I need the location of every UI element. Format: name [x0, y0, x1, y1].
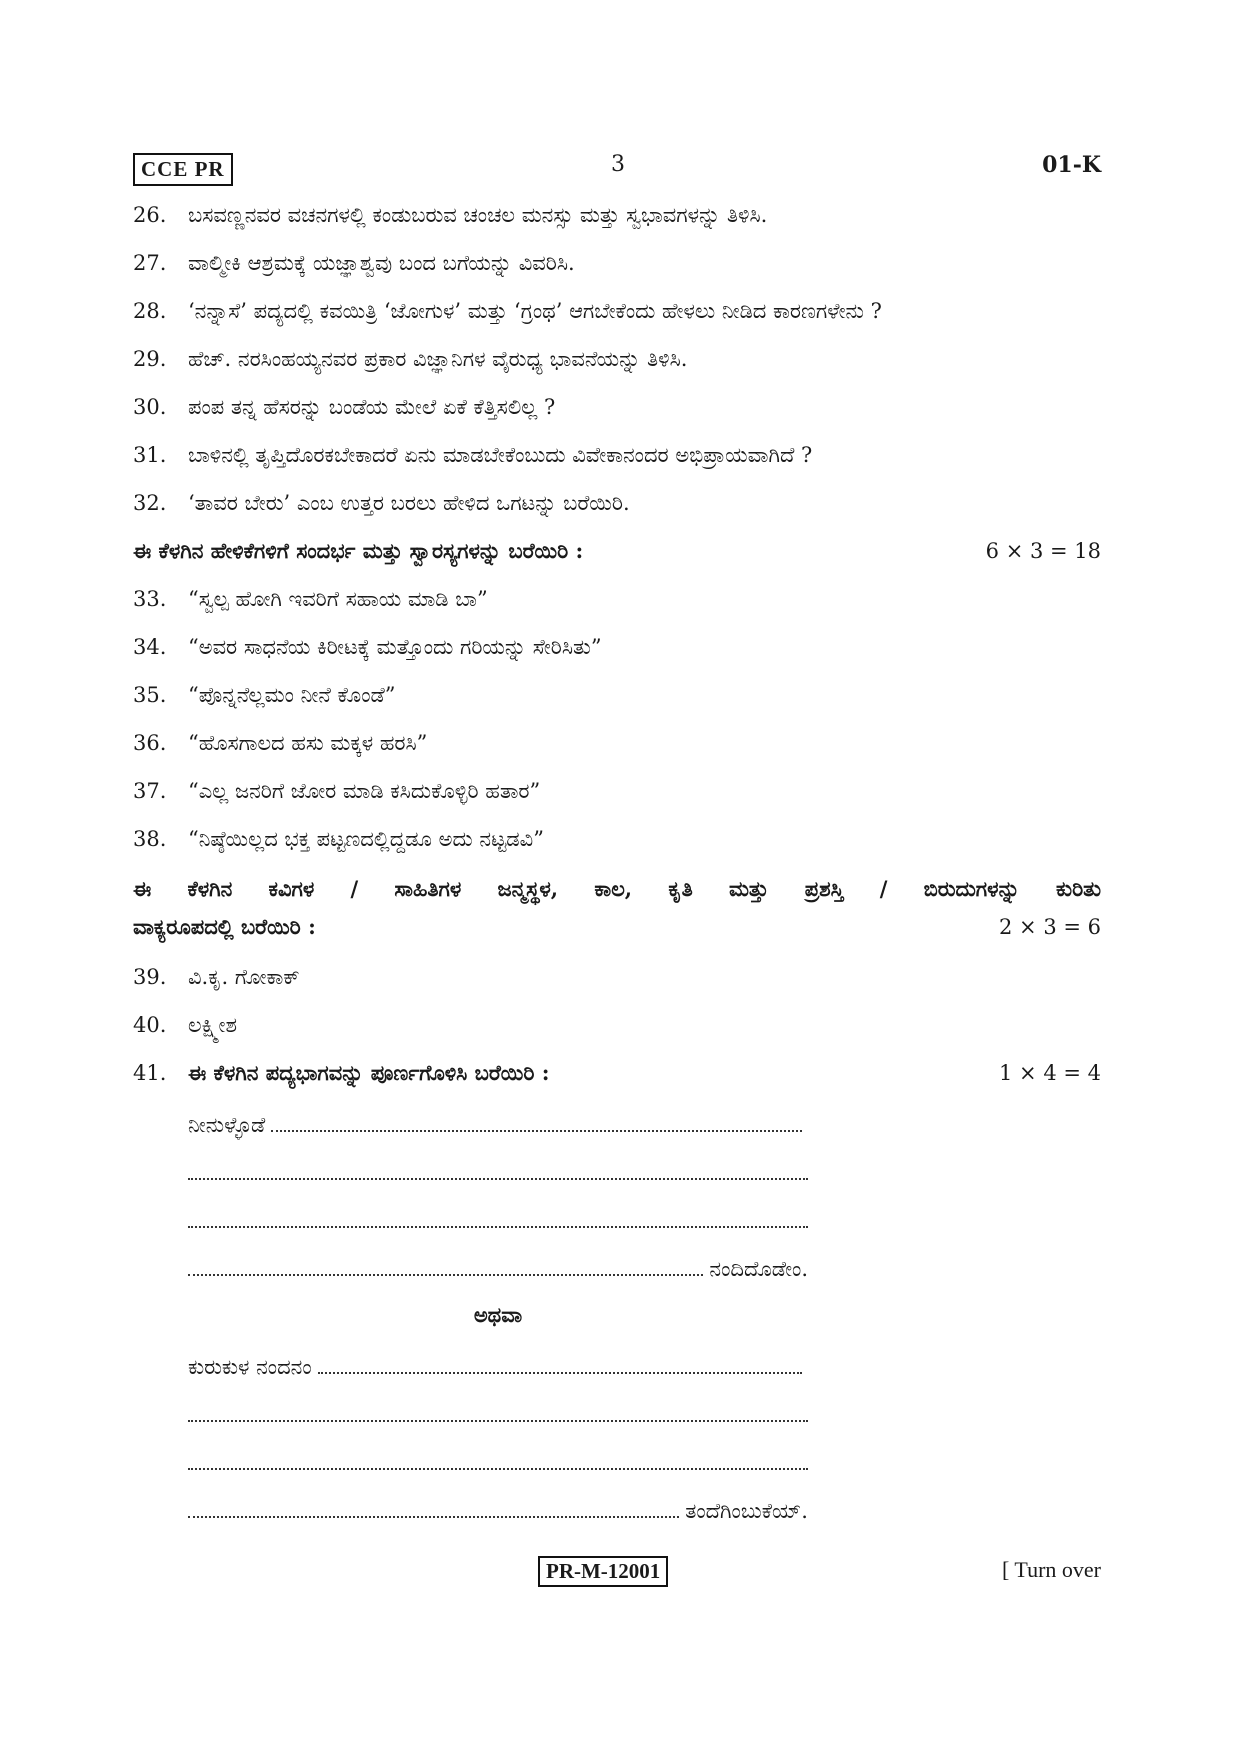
- question-text: ಬಸವಣ್ಣನವರ ವಚನಗಳಲ್ಲಿ ಕಂಡುಬರುವ ಚಂಚಲ ಮನಸ್ಸು ಮತ್ತು ಸ್ವಭಾವಗಳನ್ನು ತಿಳಿಸಿ.: [188, 203, 768, 227]
- question-34: [133, 630, 1101, 664]
- question-41: [133, 1056, 1101, 1090]
- section-marks: 6 × 3 = 18: [985, 539, 1101, 563]
- section-heading-context: [133, 534, 1101, 568]
- section-title: ಈ ಕೆಳಗಿನ ಹೇಳಿಕೆಗಳಿಗೆ ಸಂದರ್ಭ ಮತ್ತು ಸ್ವಾರಸ್ಯಗಳನ್ನು ಬರೆಯಿರಿ :: [133, 538, 584, 563]
- question-number: 33.: [133, 587, 167, 611]
- question-text: “ಹೊಸಗಾಲದ ಹಸು ಮಕ್ಕಳ ಹರಸಿ”: [188, 731, 428, 755]
- question-number: 31.: [133, 443, 167, 467]
- question-number: 40.: [133, 1013, 167, 1037]
- poem-line: [188, 1490, 808, 1538]
- section-title-line1: ಈ ಕೆಳಗಿನ ಕವಿಗಳ / ಸಾಹಿತಿಗಳ ಜನ್ಮಸ್ಥಳ, ಕಾಲ, ಕೃತಿ ಮತ್ತು ಪ್ರಶಸ್ತಿ / ಬಿರುದುಗಳನ್ನು ಕುರಿತು: [133, 876, 1101, 901]
- question-text: ಪಂಪ ತನ್ನ ಹೆಸರನ್ನು ಬಂಡೆಯ ಮೇಲೆ ಏಕೆ ಕೆತ್ತಿಸಲಿಲ್ಲ ?: [188, 395, 556, 419]
- paper-code: 01-K: [1042, 152, 1101, 178]
- question-38: [133, 822, 1101, 856]
- question-30: [133, 390, 1101, 424]
- poem-line: [188, 1442, 808, 1490]
- question-text: ಹೆಚ್. ನರಸಿಂಹಯ್ಯನವರ ಪ್ರಕಾರ ವಿಜ್ಞಾನಿಗಳ ವೈರುಧ್ಯ ಭಾವನೆಯನ್ನು ತಿಳಿಸಿ.: [188, 347, 688, 371]
- exam-code-box: CCE PR: [133, 153, 233, 186]
- question-26: [133, 198, 1101, 232]
- question-number: 37.: [133, 779, 167, 803]
- poem-start-word: ನೀನುಳ್ಳೊಡೆ: [188, 1113, 266, 1137]
- poem-option-2: [188, 1346, 808, 1538]
- poem-line: [188, 1346, 808, 1394]
- question-number: 34.: [133, 635, 167, 659]
- question-content: [133, 198, 1101, 1538]
- question-text: “ಎಲ್ಲ ಜನರಿಗೆ ಜೋರ ಮಾಡಿ ಕಸಿದುಕೊಳ್ಳಿರಿ ಹತಾರ”: [188, 779, 541, 803]
- or-separator: ಅಥವಾ: [473, 1302, 523, 1327]
- dotted-answer-line: [188, 1394, 808, 1422]
- dotted-answer-line: [188, 1248, 703, 1276]
- page-header: [133, 150, 1101, 190]
- poem-end-word: ನಂದಿದೊಡೇಂ.: [709, 1257, 808, 1281]
- question-28: [133, 294, 1101, 328]
- poem-line: [188, 1200, 808, 1248]
- section-heading-poets: [133, 870, 1101, 946]
- question-36: [133, 726, 1101, 760]
- question-27: [133, 246, 1101, 280]
- poem-line: [188, 1104, 808, 1152]
- poem-line: [188, 1248, 808, 1296]
- question-text: ಬಾಳಿನಲ್ಲಿ ತೃಪ್ತಿದೊರಕಬೇಕಾದರೆ ಏನು ಮಾಡಬೇಕೆಂಬುದು ವಿವೇಕಾನಂದರ ಅಭಿಪ್ರಾಯವಾಗಿದೆ ?: [188, 443, 813, 467]
- question-number: 36.: [133, 731, 167, 755]
- question-text: ‘ನನ್ನಾಸೆ’ ಪದ್ಯದಲ್ಲಿ ಕವಯಿತ್ರಿ ‘ಜೋಗುಳ’ ಮತ್ತು ‘ಗ್ರಂಥ’ ಆಗಬೇಕೆಂದು ಹೇಳಲು ನೀಡಿದ ಕಾರಣಗಳೇನು ?: [188, 299, 882, 323]
- dotted-answer-line: [318, 1346, 802, 1374]
- footer-code-box: PR-M-12001: [538, 1556, 668, 1587]
- question-40: [133, 1008, 1101, 1042]
- question-31: [133, 438, 1101, 472]
- dotted-answer-line: [271, 1104, 802, 1132]
- question-41-marks: 1 × 4 = 4: [999, 1061, 1101, 1085]
- question-41-title: ಈ ಕೆಳಗಿನ ಪದ್ಯಭಾಗವನ್ನು ಪೂರ್ಣಗೊಳಿಸಿ ಬರೆಯಿರಿ :: [188, 1060, 550, 1085]
- poem-start-word: ಕುರುಕುಳ ನಂದನಂ: [188, 1355, 312, 1379]
- dotted-answer-line: [188, 1200, 808, 1228]
- question-text: “ಸ್ವಲ್ಪ ಹೋಗಿ ಇವರಿಗೆ ಸಹಾಯ ಮಾಡಿ ಬಾ”: [188, 587, 488, 611]
- section-marks: 2 × 3 = 6: [999, 915, 1101, 939]
- question-number: 29.: [133, 347, 167, 371]
- dotted-answer-line: [188, 1442, 808, 1470]
- question-number: 41.: [133, 1061, 167, 1085]
- question-number: 26.: [133, 203, 167, 227]
- question-number: 35.: [133, 683, 167, 707]
- page-footer: [133, 1556, 1101, 1596]
- question-number: 30.: [133, 395, 167, 419]
- poem-line: [188, 1152, 808, 1200]
- question-text: ‘ತಾವರ ಬೇರು’ ಎಂಬ ಉತ್ತರ ಬರಲು ಹೇಳಿದ ಒಗಟನ್ನು ಬರೆಯಿರಿ.: [188, 491, 630, 515]
- question-text: ವಾಲ್ಮೀಕಿ ಆಶ್ರಮಕ್ಕೆ ಯಜ್ಞಾಶ್ವವು ಬಂದ ಬಗೆಯನ್ನು ವಿವರಿಸಿ.: [188, 251, 575, 275]
- question-text: ಲಕ್ಷ್ಮೀಶ: [188, 1013, 237, 1037]
- question-text: “ನಿಷ್ಠೆಯಿಲ್ಲದ ಭಕ್ತ ಪಟ್ಟಣದಲ್ಲಿದ್ದಡೂ ಅದು ನಟ್ಟಡವಿ”: [188, 827, 544, 851]
- poem-option-1: [188, 1104, 808, 1296]
- question-number: 32.: [133, 491, 167, 515]
- question-37: [133, 774, 1101, 808]
- question-number: 38.: [133, 827, 167, 851]
- question-text: ವಿ.ಕೃ. ಗೋಕಾಕ್: [188, 965, 300, 989]
- poem-end-word: ತಂದೆಗಿಂಬುಕೆಯ್.: [685, 1499, 808, 1523]
- question-32: [133, 486, 1101, 520]
- question-29: [133, 342, 1101, 376]
- question-text: “ಪೊನ್ನನೆಲ್ಲಮಂ ನೀನೆ ಕೊಂಡೆ”: [188, 683, 396, 707]
- question-number: 28.: [133, 299, 167, 323]
- question-39: [133, 960, 1101, 994]
- question-35: [133, 678, 1101, 712]
- question-number: 39.: [133, 965, 167, 989]
- section-title-line2: ವಾಕ್ಯರೂಪದಲ್ಲಿ ಬರೆಯಿರಿ :: [133, 914, 316, 939]
- turn-over-note: [ Turn over: [1001, 1557, 1101, 1582]
- dotted-answer-line: [188, 1490, 679, 1518]
- question-33: [133, 582, 1101, 616]
- page-number: 3: [611, 152, 625, 177]
- question-text: “ಅವರ ಸಾಧನೆಯ ಕಿರೀಟಕ್ಕೆ ಮತ್ತೊಂದು ಗರಿಯನ್ನು ಸೇರಿಸಿತು”: [188, 635, 602, 659]
- question-number: 27.: [133, 251, 167, 275]
- dotted-answer-line: [188, 1152, 808, 1180]
- poem-line: [188, 1394, 808, 1442]
